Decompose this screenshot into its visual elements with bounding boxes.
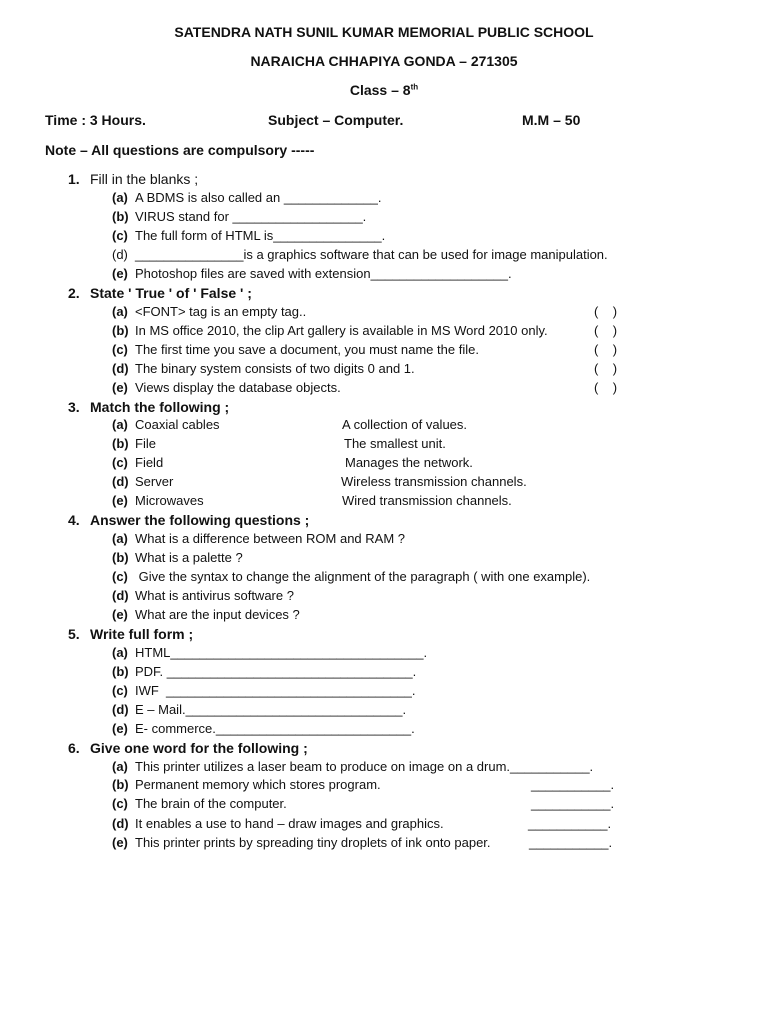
item-text: VIRUS stand for __________________.: [135, 209, 367, 224]
item-label: (e): [112, 380, 128, 395]
question-2: [68, 284, 252, 302]
item-text: What is a palette ?: [135, 550, 243, 565]
q6-item-a: [112, 758, 593, 776]
item-text: The brain of the computer.: [135, 796, 287, 811]
answer-blank: ___________.: [531, 777, 615, 792]
q5-item-a: [112, 644, 427, 662]
q5-item-d: [112, 701, 406, 719]
question-title: State ' True ' of ' False ' ;: [90, 285, 252, 301]
question-1: [68, 170, 198, 188]
question-number: 2.: [68, 285, 80, 301]
question-number: 3.: [68, 399, 80, 415]
item-text: <FONT> tag is an empty tag..: [135, 304, 307, 319]
item-text: Microwaves: [135, 493, 204, 508]
item-label: (e): [112, 266, 128, 281]
school-address: NARAICHA CHHAPIYA GONDA – 271305: [250, 53, 518, 69]
item-text: E- commerce.___________________________.: [135, 721, 415, 736]
match-option: Wireless transmission channels.: [341, 474, 527, 489]
question-title: Fill in the blanks ;: [90, 171, 199, 187]
item-label: (a): [112, 190, 128, 205]
item-label: (a): [112, 531, 128, 546]
q2-item-b: [112, 322, 548, 340]
item-label: (a): [112, 759, 128, 774]
item-text: It enables a use to hand – draw images and graphics.: [135, 816, 444, 831]
item-text: IWF __________________________________.: [135, 683, 416, 698]
item-label: (a): [112, 645, 128, 660]
item-text: Field: [135, 455, 164, 470]
question-title: Give one word for the following ;: [90, 740, 308, 756]
question-6: [68, 739, 308, 757]
item-label: (d): [112, 588, 129, 603]
match-option: Wired transmission channels.: [342, 493, 512, 508]
answer-parentheses: ( ): [594, 361, 618, 376]
marks-info: M.M – 50: [522, 112, 581, 128]
item-text: Server: [135, 474, 174, 489]
q2-item-e: [112, 379, 341, 397]
q5-item-c: [112, 682, 415, 700]
item-text: In MS office 2010, the clip Art gallery is available in MS Word 2010 only.: [135, 323, 548, 338]
item-text: _______________is a graphics software that can be used for image manipulation.: [135, 247, 608, 262]
item-text: What is antivirus software ?: [135, 588, 294, 603]
item-label: (c): [112, 683, 128, 698]
q1-item-d: [112, 246, 608, 264]
question-number: 6.: [68, 740, 80, 756]
answer-parentheses: ( ): [594, 323, 618, 338]
item-text: Views display the database objects.: [135, 380, 341, 395]
q3-item-e: [112, 492, 204, 510]
item-label: (b): [112, 664, 129, 679]
item-text: Photoshop files are saved with extension___________________.: [135, 266, 512, 281]
answer-blank: ___________.: [529, 835, 613, 850]
q4-item-a: [112, 530, 405, 548]
item-label: (d): [112, 247, 128, 262]
item-label: (c): [112, 342, 128, 357]
item-text: File: [135, 436, 156, 451]
question-title: Match the following ;: [90, 399, 230, 415]
item-text: What is a difference between ROM and RAM ?: [135, 531, 405, 546]
item-label: (c): [112, 796, 128, 811]
item-text: HTML___________________________________.: [135, 645, 428, 660]
item-text: What are the input devices ?: [135, 607, 300, 622]
q2-item-c: [112, 341, 479, 359]
class-label: Class – 8: [349, 82, 411, 98]
q4-item-b: [112, 549, 243, 567]
item-label: (b): [112, 209, 129, 224]
q1-item-c: [112, 227, 385, 245]
answer-blank: ___________.: [528, 816, 612, 831]
q3-item-d: [112, 473, 173, 491]
answer-blank: ___________.: [531, 796, 615, 811]
q4-item-c: [112, 568, 590, 586]
q6-item-b: [112, 776, 381, 794]
match-option: The smallest unit.: [344, 436, 446, 451]
q1-item-b: [112, 208, 366, 226]
q2-item-a: [112, 303, 306, 321]
item-text: A BDMS is also called an _____________.: [135, 190, 382, 205]
subject-info: Subject – Computer.: [268, 112, 404, 128]
school-name: SATENDRA NATH SUNIL KUMAR MEMORIAL PUBLIC SCHOOL: [174, 24, 594, 40]
item-label: (e): [112, 835, 128, 850]
question-title: Answer the following questions ;: [90, 512, 310, 528]
answer-parentheses: ( ): [594, 342, 618, 357]
item-label: (b): [112, 323, 129, 338]
item-text: This printer prints by spreading tiny droplets of ink onto paper.: [135, 835, 491, 850]
item-label: (b): [112, 550, 129, 565]
match-option: A collection of values.: [342, 417, 468, 432]
class-superscript: th: [410, 82, 419, 92]
instructions-note: Note – All questions are compulsory -----: [45, 142, 315, 158]
question-5: [68, 625, 193, 643]
q6-item-d: [112, 815, 444, 833]
question-number: 4.: [68, 512, 80, 528]
item-text: The binary system consists of two digits 0 and 1.: [135, 361, 415, 376]
item-label: (d): [112, 361, 129, 376]
question-4: [68, 511, 309, 529]
q3-item-a: [112, 416, 220, 434]
item-text: Coaxial cables: [135, 417, 220, 432]
item-label: (c): [112, 228, 128, 243]
item-label: (b): [112, 777, 129, 792]
q2-item-d: [112, 360, 415, 378]
item-text: Permanent memory which stores program.: [135, 777, 381, 792]
match-option: Manages the network.: [345, 455, 473, 470]
item-label: (e): [112, 721, 128, 736]
item-text: This printer utilizes a laser beam to produce on image on a drum.___________.: [135, 759, 594, 774]
item-label: (d): [112, 474, 129, 489]
q1-item-e: [112, 265, 512, 283]
item-label: (d): [112, 702, 129, 717]
item-label: (a): [112, 417, 128, 432]
q4-item-e: [112, 606, 300, 624]
q6-item-e: [112, 834, 491, 852]
item-text: PDF. __________________________________.: [135, 664, 417, 679]
answer-parentheses: ( ): [594, 304, 618, 319]
q5-item-b: [112, 663, 416, 681]
question-number: 1.: [68, 171, 80, 187]
question-title: Write full form ;: [90, 626, 194, 642]
item-label: (e): [112, 607, 128, 622]
time-info: Time : 3 Hours.: [45, 112, 146, 128]
item-label: (a): [112, 304, 128, 319]
item-label: (e): [112, 493, 128, 508]
item-text: The first time you save a document, you must name the file.: [135, 342, 479, 357]
q3-item-b: [112, 435, 156, 453]
q3-item-c: [112, 454, 163, 472]
item-text: Give the syntax to change the alignment of the paragraph ( with one example).: [138, 569, 591, 584]
q1-item-a: [112, 189, 381, 207]
item-label: (c): [112, 455, 128, 470]
question-number: 5.: [68, 626, 80, 642]
q4-item-d: [112, 587, 294, 605]
class-line: [0, 82, 768, 98]
item-label: (c): [112, 569, 128, 584]
question-3: [68, 398, 229, 416]
item-label: (d): [112, 816, 129, 831]
q5-item-e: [112, 720, 415, 738]
item-text: The full form of HTML is_______________.: [135, 228, 386, 243]
item-text: E – Mail.______________________________.: [135, 702, 407, 717]
item-label: (b): [112, 436, 129, 451]
answer-parentheses: ( ): [594, 380, 618, 395]
q6-item-c: [112, 795, 287, 813]
